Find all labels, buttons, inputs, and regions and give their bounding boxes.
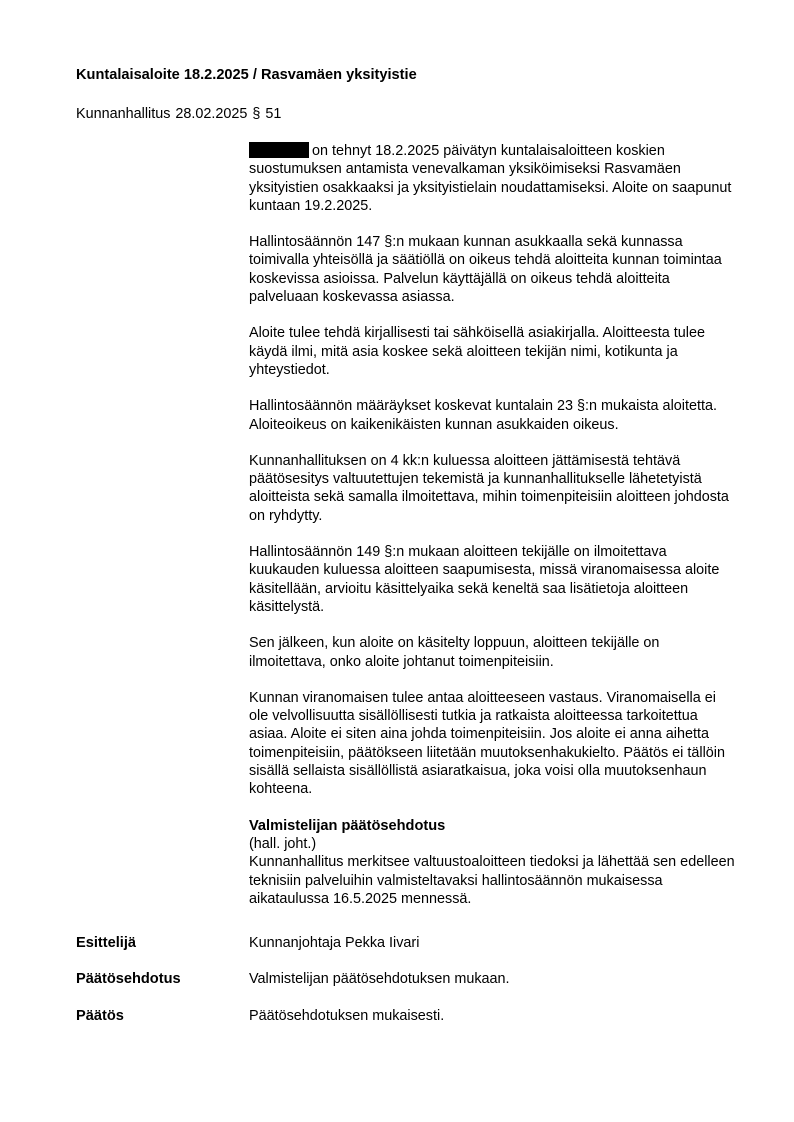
proposal-text: Kunnanhallitus merkitsee valtuustoaloitteen tiedoksi ja lähettää sen edelleen teknisiin palveluihin valmisteltavaksi hallintosäännön mukaisessa aikataulussa 16.5.2025 mennessä. [249, 854, 735, 907]
proposal-author: (hall. joht.) [249, 835, 317, 852]
paragraph-authority-response: Kunnan viranomaisen tulee antaa aloitteeseen vastaus. Viranomaisella ei ole velvollisuutta sisällöllisesti tutkia ja ratkaista aloitteessa tarkoitettua asiaa. Aloite ei siten aina johda toimenpiteisiin. Jos aloite ei anna aihetta toimenpiteisiin, päätökseen liitetään muutoksenhakukielto. Päätös ei tällöin sisällä sellaista sisällöllistä asiaratkaisua, joka voisi olla muutoksenhaun kohteena. [249, 689, 725, 798]
meeting-reference: Kunnanhallitus 28.02.2025 § 51 [76, 106, 282, 122]
paragraph-after-processing: Sen jälkeen, kun aloite on käsitelty loppuun, aloitteen tekijälle on ilmoitettava, onko aloite johtanut toimenpiteisiin. [249, 635, 660, 670]
paragraph-regulation-147: Hallintosäännön 147 §:n mukaan kunnan asukkaalla sekä kunnassa toimivalla yhteisöllä ja säätiöllä on oikeus tehdä aloitteita kunnan toimintaa koskevissa asioissa. Palvelun käyttäjällä on oikeus tehdä aloitteita palveluaan koskevassa asiassa. [249, 234, 722, 306]
decision-label: Päätös [76, 1008, 124, 1024]
redacted-name [249, 142, 309, 158]
decision-value: Päätösehdotuksen mukaisesti. [249, 1008, 445, 1024]
presenter-value: Kunnanjohtaja Pekka Iivari [249, 935, 420, 951]
proposal-heading: Valmistelijan päätösehdotus [249, 817, 446, 834]
paragraph-text: on tehnyt 18.2.2025 päivätyn kuntalaisaloitteen koskien suostumuksen antamista venevalkaman yksiköimiseksi Rasvamäen yksityistien osakkaaksi ja yksityistielain noudattamiseksi. Aloite on saapunut kuntaan 19.2.2025. [249, 143, 732, 214]
document-title: Kuntalaisaloite 18.2.2025 / Rasvamäen yksityistie [76, 67, 417, 83]
preparer-proposal-section [249, 817, 739, 908]
presenter-label: Esittelijä [76, 935, 137, 951]
paragraph-initiative [249, 142, 739, 215]
paragraph-municipal-act: Hallintosäännön määräykset koskevat kuntalain 23 §:n mukaista aloitetta. Aloiteoikeus on kaikenikäisten kunnan asukkaiden oikeus. [249, 398, 717, 433]
decision-proposal-label: Päätösehdotus [76, 971, 181, 987]
paragraph-regulation-149: Hallintosäännön 149 §:n mukaan aloitteen tekijälle on ilmoitettava kuukauden kuluessa aloitteen saapumisesta, missä viranomaisessa aloite käsitellään, arvioitu käsittelyaika sekä keneltä saa lisätietoja aloitteen käsittelystä. [249, 544, 720, 615]
decision-proposal-value: Valmistelijan päätösehdotuksen mukaan. [249, 971, 510, 987]
paragraph-board-deadline: Kunnanhallituksen on 4 kk:n kuluessa aloitteen jättämisestä tehtävä päätösesitys valtuutettujen tekemistä ja kunnanhallitukselle lähetetyistä aloitteista sekä samalla ilmoitettava, mihin toimenpiteisiin aloitteen johdosta on ryhdytty. [249, 452, 729, 524]
document-body [249, 142, 739, 908]
paragraph-written-form: Aloite tulee tehdä kirjallisesti tai sähköisellä asiakirjalla. Aloitteesta tulee käydä ilmi, mitä asia koskee sekä aloitteen tekijän nimi, kotikunta ja yhteystiedot. [249, 325, 705, 378]
